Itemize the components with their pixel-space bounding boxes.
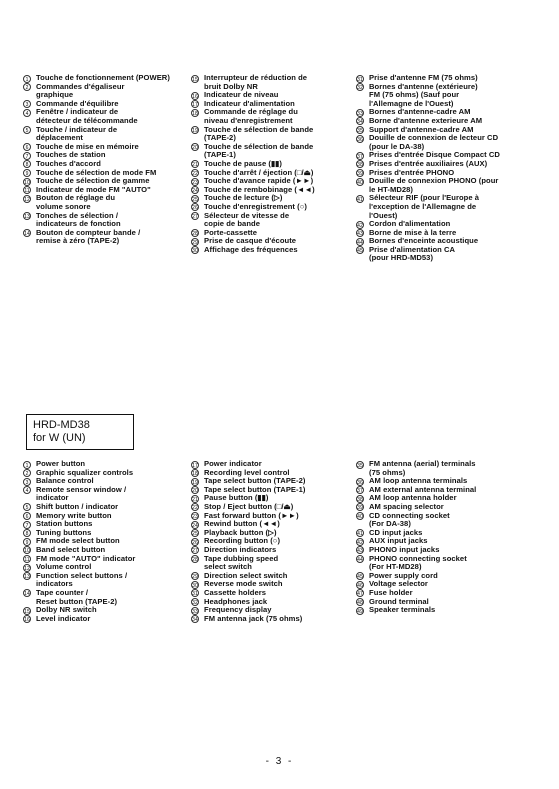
item-number-badge: 2 <box>23 83 31 91</box>
item-text: Level indicator <box>36 613 91 623</box>
item-text: Bouton de compteur bande / <box>36 227 141 237</box>
list-item <box>23 212 193 229</box>
item-number-badge: 15 <box>24 608 30 615</box>
item-number-badge: 25 <box>192 196 198 203</box>
model-name: HRD-MD38 <box>33 419 90 431</box>
item-text: FM mode "AUTO" indicator <box>36 553 136 563</box>
item-number-badge: 8 <box>23 160 31 168</box>
item-text: Pause button (▮▮) <box>204 493 269 503</box>
item-number-badge: 15 <box>192 76 198 83</box>
item-text: Bornes d'antenne-cadre AM <box>369 107 471 117</box>
item-text: (pour le DA-38) <box>369 141 425 151</box>
item-text: Tonches de sélection / <box>36 210 118 220</box>
item-number-badge: 43 <box>357 231 363 238</box>
list-item <box>191 108 351 125</box>
list-item <box>23 126 193 143</box>
item-number-badge: 23 <box>192 179 198 186</box>
list-item <box>356 512 551 529</box>
item-text: AM loop antenna holder <box>369 493 457 503</box>
list-item <box>23 108 193 125</box>
item-text: Indicateur de mode FM "AUTO" <box>36 184 151 194</box>
item-text: l'Allemagne de l'Ouest) <box>369 98 454 108</box>
item-number-badge: 9 <box>23 169 31 177</box>
item-text: Power indicator <box>204 459 262 468</box>
item-number-badge: 14 <box>24 231 30 238</box>
list-item <box>191 74 351 91</box>
item-text: Touche de fonctionnement (POWER) <box>36 73 170 82</box>
item-text: Fast forward button (►►) <box>204 510 299 520</box>
item-number-badge: 46 <box>357 582 363 589</box>
item-text: Fenêtre / indicateur de <box>36 107 119 117</box>
item-number-badge: 35 <box>357 128 363 135</box>
item-text: PHONO connecting socket <box>369 553 467 563</box>
item-text: (TAPE-2) <box>204 133 236 143</box>
item-text: Douille de connexion PHONO (pour <box>369 176 499 186</box>
item-text: Bouton de réglage du <box>36 193 116 203</box>
item-text: déplacement <box>36 133 83 143</box>
item-text: Affichage des fréquences <box>204 244 298 254</box>
item-text: volume sonore <box>36 201 91 211</box>
list-item <box>23 589 193 606</box>
item-text: Touche d'avance rapide (►►) <box>204 176 314 186</box>
item-number-badge: 18 <box>192 110 198 117</box>
item-text: (pour HRD-MD53) <box>369 253 434 263</box>
item-text: Power supply cord <box>369 570 438 580</box>
list-item <box>356 555 551 572</box>
item-text: copie de bande <box>204 219 260 229</box>
item-text: Tuning buttons <box>36 527 92 537</box>
item-text: PHONO input jacks <box>369 544 440 554</box>
item-number-badge: 43 <box>357 548 363 555</box>
list-item <box>356 177 551 194</box>
item-text: indicators <box>36 579 73 589</box>
list-item <box>23 83 193 100</box>
item-text: Sélecteur de vitesse de <box>204 210 290 220</box>
item-number-badge: 30 <box>192 582 198 589</box>
item-text: Touche de sélection de bande <box>204 141 314 151</box>
item-number-badge: 27 <box>192 214 198 220</box>
item-number-badge: 14 <box>24 591 30 598</box>
item-text: Volume control <box>36 562 92 572</box>
list-item <box>356 246 551 263</box>
item-number-badge: 29 <box>192 574 198 581</box>
item-number-badge: 19 <box>192 128 198 135</box>
item-number-badge: 38 <box>357 496 363 503</box>
item-text: Headphones jack <box>204 596 268 606</box>
item-text: Prises d'entrée PHONO <box>369 167 455 177</box>
item-number-badge: 33 <box>192 608 198 615</box>
item-text: Indicateur de niveau <box>204 90 279 100</box>
item-text: Playback button (▷) <box>204 527 277 537</box>
item-text: Ground terminal <box>369 596 429 606</box>
item-text: Touche de mise en mémoire <box>36 141 139 151</box>
item-text: Remote sensor window / <box>36 484 127 494</box>
list-item <box>23 229 193 246</box>
item-number-badge: 49 <box>357 608 363 615</box>
item-number-badge: 45 <box>357 574 363 581</box>
item-number-badge: 10 <box>24 548 30 555</box>
list-item <box>191 615 351 624</box>
item-text: Stop / Eject button (□/⏏) <box>204 501 294 511</box>
item-text: Function select buttons / <box>36 570 128 580</box>
list-item <box>191 126 351 143</box>
item-text: AM spacing selector <box>369 501 444 511</box>
item-number-badge: 12 <box>24 196 30 203</box>
item-number-badge: 47 <box>357 591 363 598</box>
item-text: Recording button (○) <box>204 536 281 546</box>
item-number-badge: 42 <box>357 539 363 546</box>
item-number-badge: 25 <box>192 531 198 538</box>
item-text: Bornes d'antenne (extérieure) <box>369 81 478 91</box>
item-text: Tape select button (TAPE-2) <box>204 476 306 486</box>
item-text: Dolby NR switch <box>36 605 97 615</box>
item-number-badge: 31 <box>357 76 363 83</box>
item-number-badge: 35 <box>357 462 363 469</box>
item-text: Direction indicators <box>204 544 277 554</box>
item-number-badge: 27 <box>192 548 198 555</box>
item-text: Touche d'enregistrement (○) <box>204 201 307 211</box>
item-text: Band select button <box>36 544 106 554</box>
item-text: l'Ouest) <box>369 210 398 220</box>
item-text: AM external antenna terminal <box>369 484 477 494</box>
item-number-badge: 44 <box>357 557 363 564</box>
french-column-2 <box>191 74 351 254</box>
item-number-badge: 26 <box>192 205 198 212</box>
french-column-1 <box>23 74 193 246</box>
item-text: CD connecting socket <box>369 510 450 520</box>
item-number-badge: 24 <box>192 522 198 529</box>
model-label-box <box>26 414 134 450</box>
item-text: bruit Dolby NR <box>204 81 258 91</box>
item-number-badge: 39 <box>357 505 363 512</box>
item-text: Touche de rembobinage (◄◄) <box>204 184 315 194</box>
item-number-badge: 6 <box>23 512 31 520</box>
item-text: Support d'antenne-cadre AM <box>369 124 474 134</box>
item-number-badge: 34 <box>357 119 363 126</box>
item-number-badge: 5 <box>23 126 31 134</box>
item-number-badge: 5 <box>23 503 31 511</box>
item-number-badge: 7 <box>23 521 31 529</box>
item-text: Touche / indicateur de <box>36 124 118 134</box>
item-number-badge: 24 <box>192 188 198 195</box>
item-number-badge: 34 <box>192 617 198 624</box>
item-number-badge: 21 <box>192 162 198 169</box>
item-number-badge: 30 <box>192 248 198 255</box>
item-text: AUX input jacks <box>369 536 428 546</box>
item-text: Graphic squalizer controls <box>36 467 134 477</box>
item-number-badge: 28 <box>192 231 198 238</box>
item-text: Prise d'alimentation CA <box>369 244 456 254</box>
item-number-badge: 22 <box>192 171 198 178</box>
item-text: Rewind button (◄◄) <box>204 519 280 529</box>
item-text: détecteur de télécommande <box>36 115 138 125</box>
item-text: Touche de lecture (▷) <box>204 193 283 203</box>
item-text: Commande d'équilibre <box>36 98 119 108</box>
item-text: Sélecteur RIF (pour l'Europe à <box>369 193 480 203</box>
item-text: Bornes d'enceinte acoustique <box>369 236 479 246</box>
item-number-badge: 10 <box>24 179 30 186</box>
french-column-3 <box>356 74 551 263</box>
item-number-badge: 38 <box>357 162 363 169</box>
item-number-badge: 21 <box>192 496 198 503</box>
item-text: Indicateur d'alimentation <box>204 98 295 108</box>
english-column-1 <box>23 460 193 623</box>
item-number-badge: 36 <box>357 479 363 486</box>
item-text: graphique <box>36 90 74 100</box>
item-text: Commandes d'égaliseur <box>36 81 125 91</box>
item-text: (For HT-MD28) <box>369 562 422 572</box>
item-number-badge: 32 <box>192 600 198 606</box>
item-number-badge: 9 <box>23 538 31 546</box>
item-number-badge: 33 <box>357 110 363 117</box>
item-text: niveau d'enregistrement <box>204 115 293 125</box>
item-text: Tape dubbing speed <box>204 553 279 563</box>
item-text: Memory write button <box>36 510 112 520</box>
item-text: Prise d'antenne FM (75 ohms) <box>369 73 478 82</box>
item-number-badge: 20 <box>192 488 198 495</box>
item-number-badge: 16 <box>192 93 198 100</box>
item-text: Station buttons <box>36 519 93 529</box>
item-number-badge: 31 <box>192 591 198 598</box>
item-number-badge: 17 <box>192 102 198 109</box>
item-text: FM antenna (aerial) terminals <box>369 459 476 468</box>
list-item <box>356 606 551 615</box>
item-text: Balance control <box>36 476 94 486</box>
item-text: Touches d'accord <box>36 158 101 168</box>
item-text: Cordon d'alimentation <box>369 219 451 229</box>
item-text: (75 ohms) <box>369 467 406 477</box>
item-text: Commande de réglage du <box>204 107 298 117</box>
item-number-badge: 42 <box>357 222 363 229</box>
item-number-badge: 17 <box>192 462 198 469</box>
item-number-badge: 45 <box>357 248 363 255</box>
item-text: Prises d'entrée Disque Compact CD <box>369 150 500 160</box>
item-text: FM (75 ohms) (Sauf pour <box>369 90 460 100</box>
item-text: Cassette holders <box>204 587 266 597</box>
page-number: - 3 - <box>265 756 294 767</box>
item-number-badge: 22 <box>192 505 198 512</box>
item-number-badge: 13 <box>24 574 30 581</box>
item-text: Shift button / indicator <box>36 501 119 511</box>
list-item <box>191 143 351 160</box>
item-number-badge: 18 <box>192 471 198 478</box>
item-text: Prise de casque d'écoute <box>204 236 297 246</box>
item-number-badge: 3 <box>23 100 31 108</box>
item-number-badge: 11 <box>24 188 30 195</box>
item-text: Touches de station <box>36 150 106 160</box>
item-text: Borne de mise à la terre <box>369 227 457 237</box>
item-number-badge: 48 <box>357 600 363 606</box>
item-number-badge: 40 <box>357 179 363 186</box>
item-text: remise à zéro (TAPE-2) <box>36 236 120 246</box>
list-item <box>356 194 551 220</box>
item-text: Recording level control <box>204 467 290 477</box>
item-number-badge: 44 <box>357 239 363 246</box>
item-number-badge: 7 <box>23 152 31 160</box>
list-item <box>23 486 193 503</box>
item-text: Direction select switch <box>204 570 288 580</box>
english-column-2 <box>191 460 351 623</box>
item-text: Touche de sélection de gamme <box>36 176 150 186</box>
item-number-badge: 4 <box>23 486 31 494</box>
item-number-badge: 8 <box>23 529 31 537</box>
item-text: Tape counter / <box>36 587 89 597</box>
item-number-badge: 28 <box>192 557 198 564</box>
item-number-badge: 12 <box>24 565 30 572</box>
list-item <box>23 572 193 589</box>
item-text: Frequency display <box>204 605 272 615</box>
english-column-3 <box>356 460 551 615</box>
item-text: Reverse mode switch <box>204 579 283 589</box>
item-text: Power button <box>36 459 86 468</box>
item-text: Porte-cassette <box>204 227 258 237</box>
item-number-badge: 40 <box>357 514 363 521</box>
item-text: le HT-MD28) <box>369 184 414 194</box>
item-text: indicator <box>36 493 69 503</box>
item-text: Touche de sélection de mode FM <box>36 167 157 177</box>
item-text: l'exception de l'Allemagne de <box>369 201 477 211</box>
item-number-badge: 41 <box>357 531 363 538</box>
item-number-badge: 26 <box>192 539 198 546</box>
list-item <box>191 555 351 572</box>
list-item <box>356 134 551 151</box>
item-number-badge: 37 <box>357 488 363 495</box>
item-number-badge: 13 <box>24 214 30 220</box>
item-number-badge: 6 <box>23 143 31 151</box>
item-number-badge: 37 <box>357 153 363 160</box>
item-number-badge: 39 <box>357 171 363 178</box>
item-text: Voltage selector <box>369 579 428 589</box>
item-number-badge: 20 <box>192 145 198 152</box>
item-text: FM antenna jack (75 ohms) <box>204 613 303 623</box>
item-text: select switch <box>204 562 252 572</box>
item-text: (For DA-38) <box>369 519 411 529</box>
list-item <box>356 83 551 109</box>
item-text: Touche d'arrêt / éjection (□/⏏) <box>204 167 314 177</box>
item-number-badge: 1 <box>23 75 31 83</box>
item-number-badge: 36 <box>357 136 363 143</box>
item-text: (TAPE-1) <box>204 150 236 160</box>
item-number-badge: 3 <box>23 478 31 486</box>
item-text: Speaker terminals <box>369 605 436 615</box>
item-text: Borne d'antenne exterieure AM <box>369 115 483 125</box>
item-text: Reset button (TAPE-2) <box>36 596 118 606</box>
item-number-badge: 23 <box>192 514 198 521</box>
item-text: Touche de pause (▮▮) <box>204 158 282 168</box>
item-number-badge: 19 <box>192 479 198 486</box>
item-number-badge: 32 <box>357 85 363 92</box>
item-text: Fuse holder <box>369 587 413 597</box>
item-text: FM mode select button <box>36 536 120 546</box>
list-item <box>23 615 193 624</box>
item-number-badge: 16 <box>24 617 30 624</box>
item-text: Touche de sélection de bande <box>204 124 314 134</box>
item-text: indicateurs de fonction <box>36 219 121 229</box>
item-number-badge: 1 <box>23 461 31 469</box>
item-text: Tape select button (TAPE-1) <box>204 484 306 494</box>
item-text: Interrupteur de réduction de <box>204 73 308 82</box>
item-text: Prises d'entrée auxiliaires (AUX) <box>369 158 488 168</box>
model-region: for W (UN) <box>33 431 86 444</box>
item-text: CD input jacks <box>369 527 423 537</box>
item-number-badge: 11 <box>24 557 30 564</box>
item-text: Douille de connexion de lecteur CD <box>369 133 499 143</box>
item-text: AM loop antenna terminals <box>369 476 468 486</box>
list-item <box>191 212 351 229</box>
list-item <box>23 194 193 211</box>
list-item <box>356 460 551 477</box>
item-number-badge: 4 <box>23 109 31 117</box>
item-number-badge: 29 <box>192 239 198 246</box>
list-item <box>191 246 351 255</box>
item-number-badge: 41 <box>357 196 363 203</box>
item-number-badge: 2 <box>23 469 31 477</box>
